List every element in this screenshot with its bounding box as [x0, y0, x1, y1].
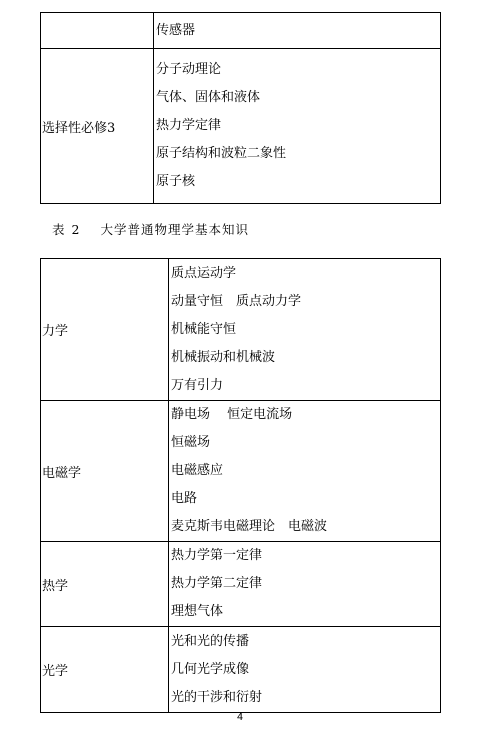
list-item: 电路 — [171, 491, 198, 506]
list-item: 分子动理论 — [156, 62, 222, 77]
list-item: 原子结构和波粒二象性 — [156, 146, 287, 161]
category-cell: 热学 — [41, 542, 169, 627]
list-item: 光和光的传播 — [171, 633, 250, 649]
list-item: 恒磁场 — [171, 435, 211, 450]
items-cell — [154, 13, 441, 49]
list-item: 热力学第一定律 — [171, 548, 263, 563]
list-item: 热力学定律 — [156, 118, 222, 133]
items-cell — [169, 542, 441, 627]
list-item: 万有引力 — [171, 377, 224, 393]
items-cell — [169, 627, 441, 713]
list-item: 原子核 — [156, 174, 196, 189]
knowledge-table — [40, 258, 441, 713]
table-row — [41, 49, 441, 204]
page-number: 4 — [236, 712, 244, 723]
list-item: 电磁感应 — [171, 463, 224, 478]
table-row — [41, 542, 441, 627]
category-cell-empty — [41, 13, 154, 49]
caption-title: 大学普通物理学基本知识 — [100, 222, 249, 237]
list-item: 几何光学成像 — [171, 661, 250, 677]
category-cell: 光学 — [41, 627, 169, 713]
list-item: 理想气体 — [171, 604, 224, 619]
table-row — [41, 259, 441, 401]
caption-label: 表 — [52, 222, 66, 237]
items-cell — [169, 401, 441, 542]
caption-number: 2 — [71, 222, 81, 237]
category-cell: 电磁学 — [41, 401, 169, 542]
category-cell: 选择性必修3 — [41, 49, 154, 204]
list-item: 质点运动学 — [171, 265, 237, 281]
list-item: 气体、固体和液体 — [156, 90, 261, 105]
table-row — [41, 401, 441, 542]
list-item: 机械振动和机械波 — [171, 349, 276, 365]
list-item: 热力学第二定律 — [171, 576, 263, 591]
category-cell: 力学 — [41, 259, 169, 401]
list-item: 静电场 恒定电流场 — [171, 407, 293, 422]
items-cell — [154, 49, 441, 204]
table-caption — [52, 220, 249, 238]
table-row — [41, 627, 441, 713]
course-table-top — [40, 12, 441, 204]
list-item: 动量守恒 质点动力学 — [171, 293, 302, 309]
list-item: 光的干涉和衍射 — [171, 689, 263, 705]
items-cell — [169, 259, 441, 401]
list-item: 机械能守恒 — [171, 321, 237, 337]
list-item: 传感器 — [156, 22, 196, 38]
table-row — [41, 13, 441, 49]
list-item: 麦克斯韦电磁理论 电磁波 — [171, 519, 328, 534]
